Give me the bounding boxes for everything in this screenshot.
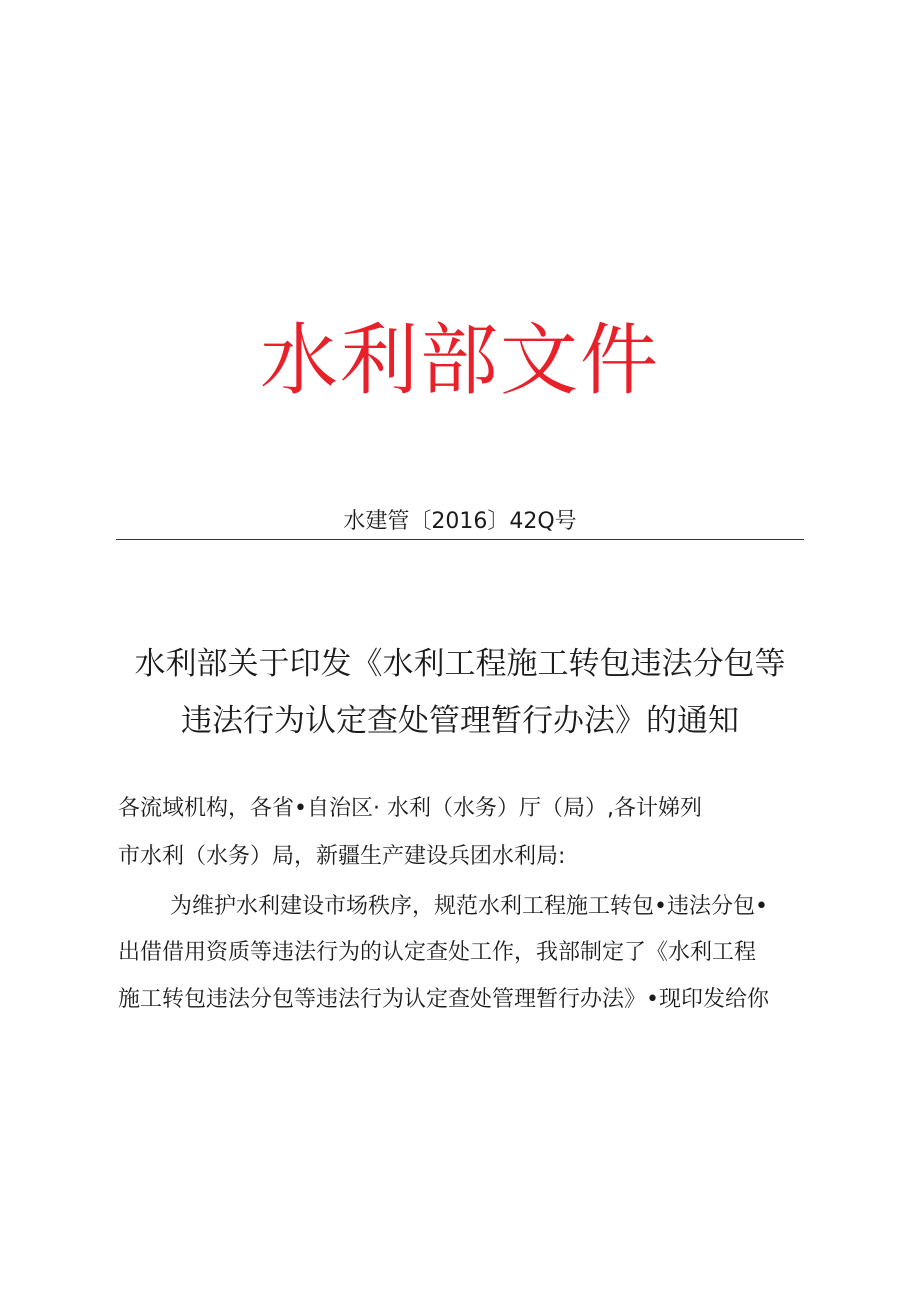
paragraph-line-3: 施工转包违法分包等违法行为认定查处管理暂行办法》•现印发给你 [118,987,769,1012]
header-divider [116,539,804,540]
notice-title-line-1: 水利部关于印发《水利工程施工转包违法分包等 [134,646,786,682]
addressee-line-2: 市水利（水务）局，新疆生产建设兵团水利局: [118,844,566,869]
paragraph-line-2: 出借借用资质等违法行为的认定查处工作，我部制定了《水利工程 [118,940,757,965]
document-number: 水建管〔2016〕42Q号 [343,509,577,534]
notice-title-line-2: 违法行为认定查处管理暂行办法》的通知 [181,703,739,739]
paragraph-line-1: 为维护水利建设市场秩序，规范水利工程施工转包•违法分包• [170,894,768,919]
masthead-title: 水利部文件 [259,316,660,406]
addressee-line-1: 各流域机构，各省•自治区· 水利（水务）厅（局）,各计娣列 [118,796,702,821]
